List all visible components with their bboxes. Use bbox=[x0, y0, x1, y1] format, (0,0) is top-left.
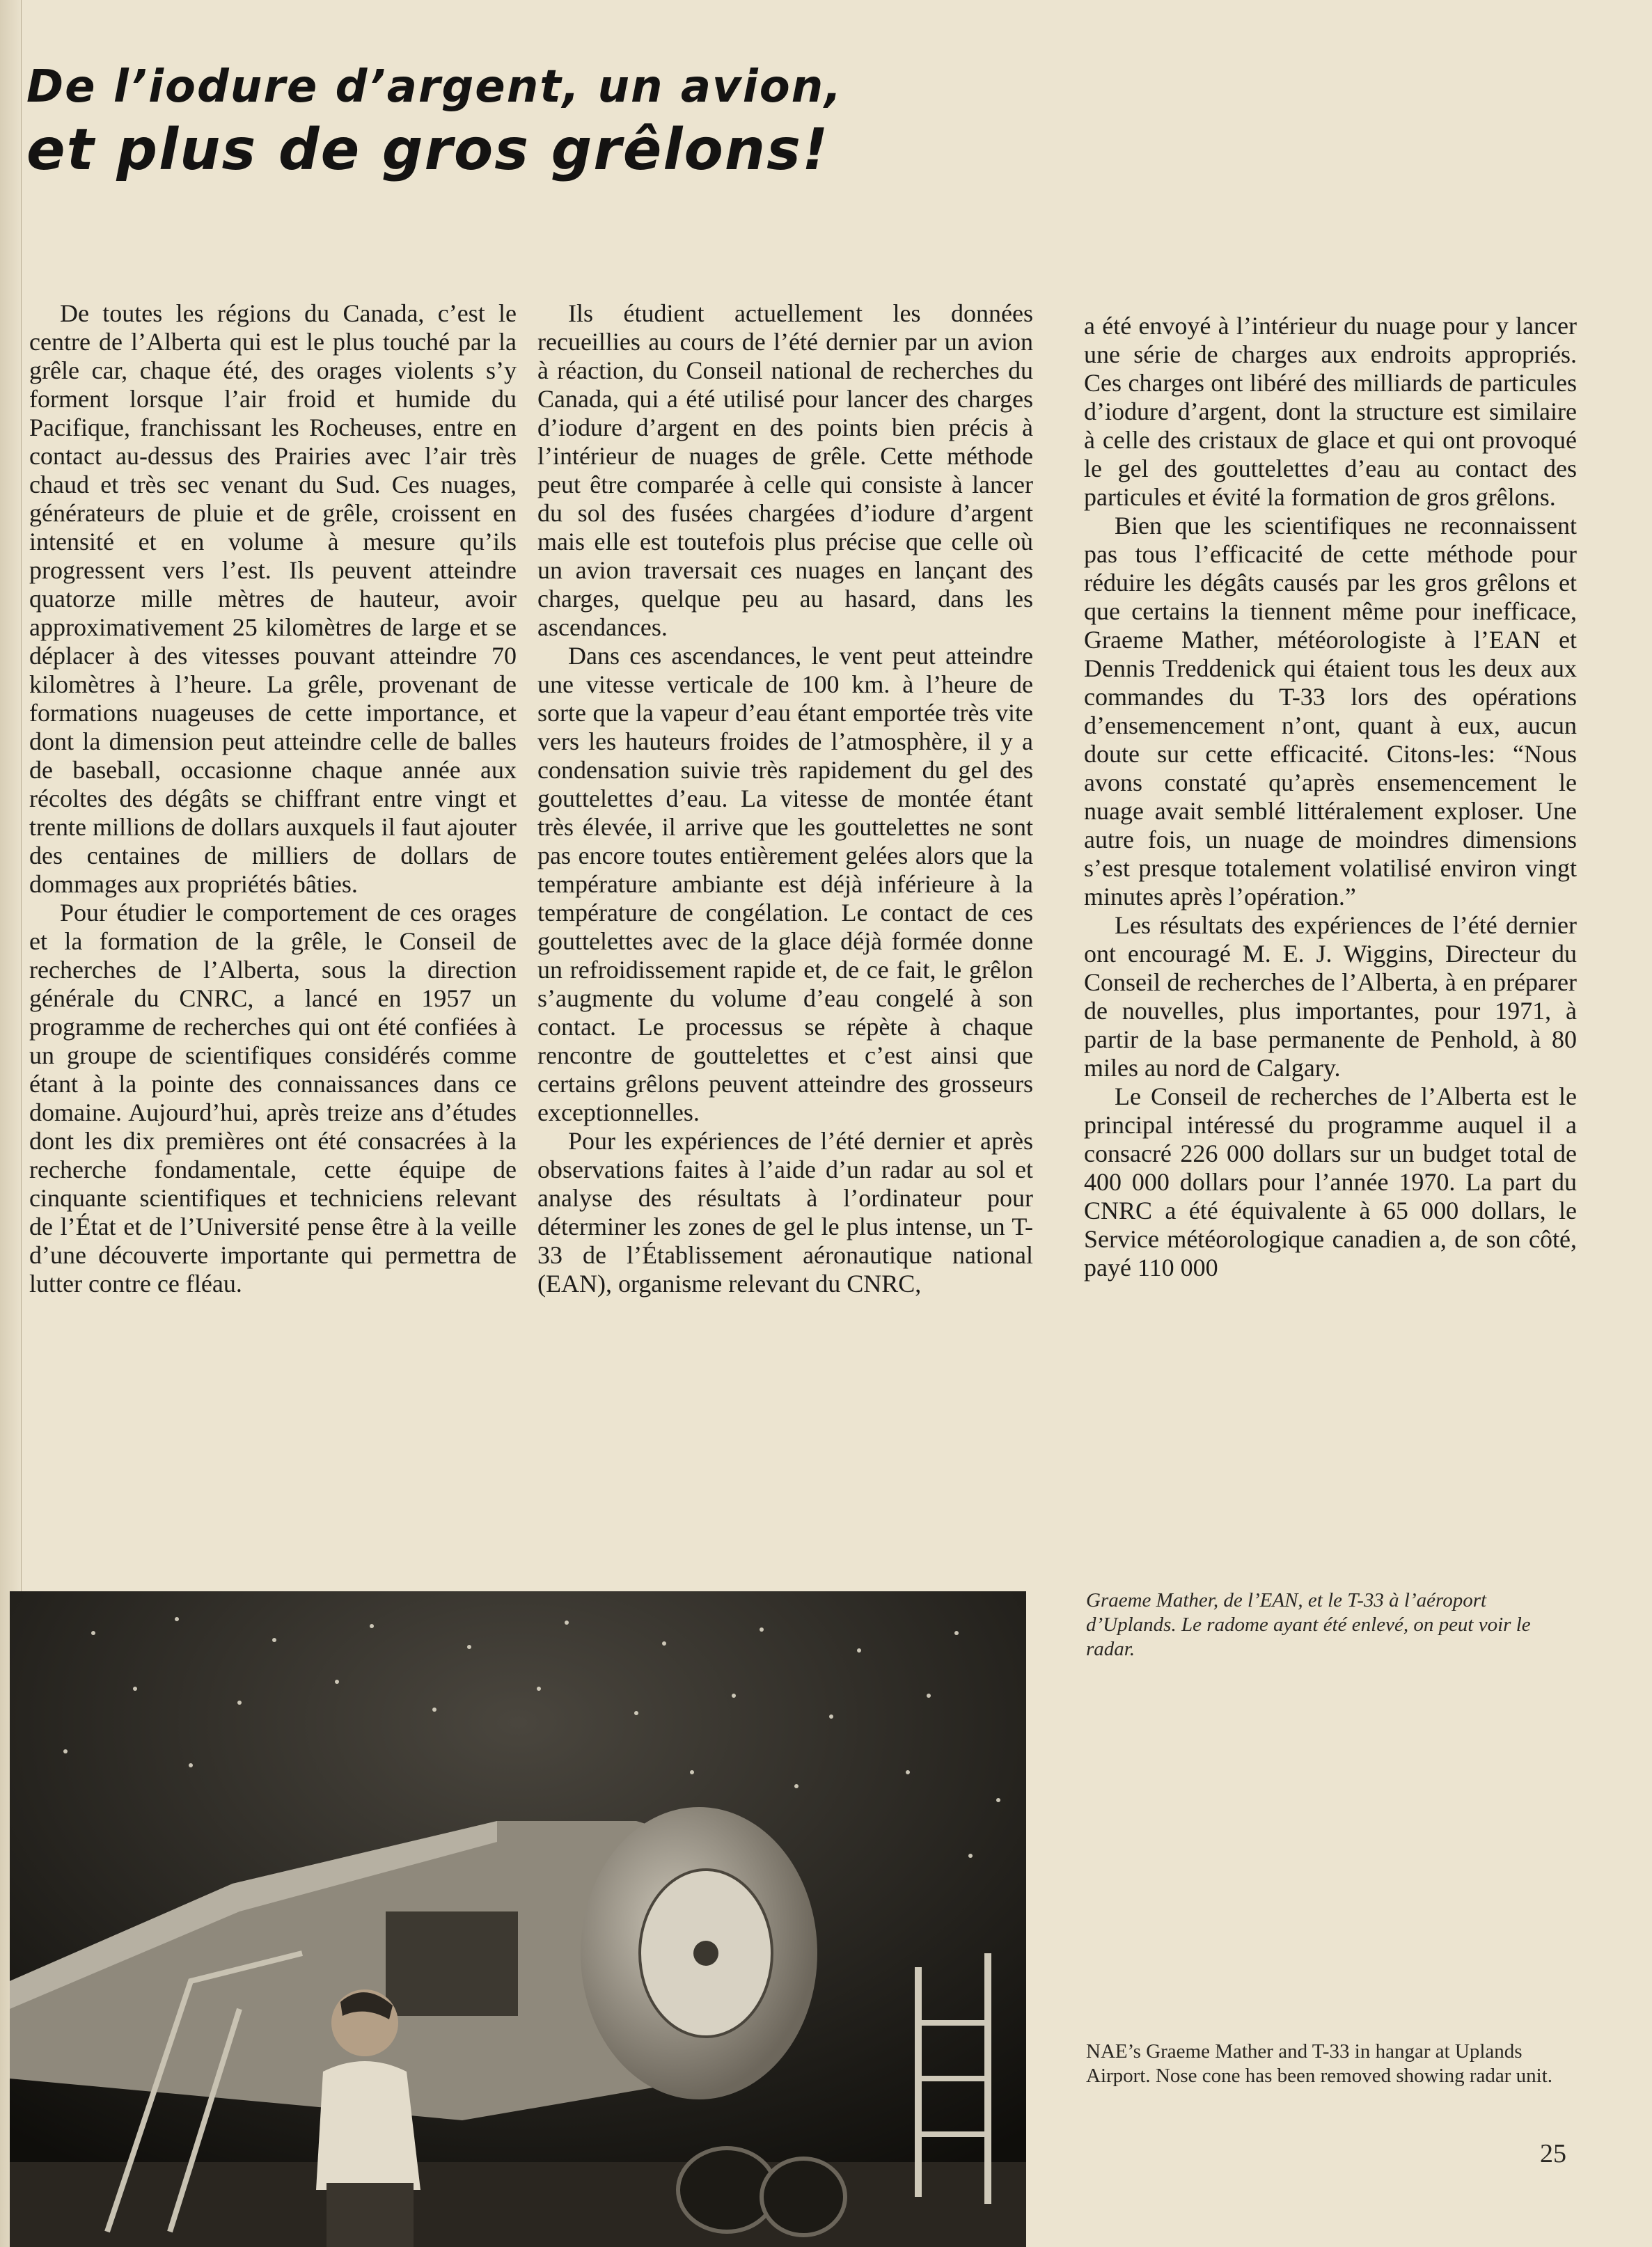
photo-caption-french: Graeme Mather, de l’EAN, et le T-33 à l’aéroport d’Uplands. Le radome ayant été enlevé, on peut voir le radar. bbox=[1086, 1589, 1531, 1660]
article-column-1 bbox=[29, 299, 517, 1298]
article-column-2 bbox=[537, 299, 1033, 1298]
paragraph: Dans ces ascendances, le vent peut atteindre une vitesse verticale de 100 km. à l’heure de sorte que la vapeur d’eau étant emportée très vite vers les hauteurs froides de l’atmosphère, il y a condensation suivie très rapidement du gel des gouttelettes d’eau. La vitesse de montée étant très élevée, il arrive que les gouttelettes ne sont pas encore toutes entièrement gelées alors que la température ambiante est déjà inférieure à la température de congélation. Le contact de ces gouttelettes avec de la glace déjà formée donne un refroidissement rapide et, de ce fait, le grêlon s’augmente du volume d’eau congelé à son contact. Le processus se répète à chaque rencontre de gouttelettes et c’est ainsi que certains grêlons peuvent atteindre des grosseurs exceptionnelles. bbox=[537, 642, 1033, 1126]
paragraph: Pour les expériences de l’été dernier et après observations faites à l’aide d’un radar au sol et analyse des résultats à l’ordinateur pour déterminer les zones de gel le plus intense, un T-33 de l’Établissement aéronautique national (EAN), organisme relevant du CNRC, bbox=[537, 1127, 1033, 1298]
paragraph: Le Conseil de recherches de l’Alberta est le principal intéressé du programme auquel il a consacré 226 000 dollars sur un budget total de 400 000 dollars pour l’année 1970. La part du CNRC a été équivalente à 65 000 dollars, le Service météorologique canadien a, de son côté, payé 110 000 bbox=[1084, 1082, 1577, 1282]
paragraph: Bien que les scientifiques ne reconnaissent pas tous l’efficacité de cette méthode pour réduire les dégâts causés par les gros grêlons et que certains la tiennent même pour inefficace, Graeme Mather, météorologiste à l’EAN et Dennis Treddenick qui étaient tous les deux aux commandes du T-33 lors des opérations d’ensemencement n’ont, quant à eux, aucun doute sur cette efficacité. Citons-les: “Nous avons constaté qu’après ensemencement le nuage avait semblé littéralement exploser. Une autre fois, un nuage de moindres dimensions s’est presque totalement volatilisé environ vingt minutes après l’opération.” bbox=[1084, 512, 1577, 910]
headline-line-2: et plus de gros grêlons! bbox=[26, 117, 830, 183]
paragraph: Les résultats des expériences de l’été dernier ont encouragé M. E. J. Wiggins, Directeur du Conseil de recherches de l’Alberta, à en préparer de nouvelles, plus importantes, pour 1971, à partir de la base permanente de Penhold, à 80 miles au nord de Calgary. bbox=[1084, 911, 1577, 1082]
photo-caption-english: NAE’s Graeme Mather and T-33 in hangar at Uplands Airport. Nose cone has been removed showing radar unit. bbox=[1086, 2040, 1553, 2087]
paragraph-continued: a été envoyé à l’intérieur du nuage pour y lancer une série de charges aux endroits appropriés. Ces charges ont libéré des milliards de particules d’iodure d’argent, dont la structure est similaire à celle des cristaux de glace et qui ont provoqué le gel des gouttelettes d’eau au contact des particules et évité la formation de gros grêlons. bbox=[1084, 312, 1577, 511]
paragraph: Pour étudier le comportement de ces orages et la formation de la grêle, le Conseil de recherches de l’Alberta, sous la direction générale du CNRC, a lancé en 1957 un programme de recherches qui ont été confiées à un groupe de scientifiques considérés comme étant à la pointe des connaissances dans ce domaine. Aujourd’hui, après treize ans d’études dont les dix premières ont été consacrées à la recherche fondamentale, cette équipe de cinquante scientifiques et techniciens relevant de l’État et de l’Université pense être à la veille d’une découverte importante qui permettra de lutter contre ce fléau. bbox=[29, 899, 517, 1298]
paragraph: De toutes les régions du Canada, c’est le centre de l’Alberta qui est le plus touché par la grêle car, chaque été, des orages violents s’y forment lorsque l’air froid et humide du Pacifique, franchissant les Rocheuses, entre en contact au-dessus des Prairies avec l’air très chaud et très sec venant du Sud. Ces nuages, générateurs de pluie et de grêle, croissent en intensité et en volume à mesure qu’ils progressent vers l’est. Ils peuvent atteindre quatorze mille mètres de hauteur, avoir approximativement 25 kilomètres de large et se déplacer à des vitesses pouvant atteindre 70 kilomètres à l’heure. La grêle, provenant de formations nuageuses de cette importance, et dont la dimension peut atteindre celle de balles de baseball, occasionne chaque année aux récoltes des dégâts se chiffrant entre vingt et trente millions de dollars auxquels il faut ajouter des centaines de milliers de dollars de dommages aux propriétés bâties. bbox=[29, 299, 517, 898]
hangar-photo bbox=[10, 1591, 1026, 2247]
paragraph: Ils étudient actuellement les données recueillies au cours de l’été dernier par un avion à réaction, du Conseil national de recherches du Canada, qui a été utilisé pour lancer des charges d’iodure d’argent en des points bien précis à l’intérieur de nuages de grêle. Cette méthode peut être comparée à celle qui consiste à lancer du sol des fusées chargées d’iodure d’argent mais elle est toutefois plus précise que celle où un avion traversait ces nuages en lançant des charges, quelque peu au hasard, dans les ascendances. bbox=[537, 299, 1033, 641]
page-number: 25 bbox=[1540, 2139, 1566, 2168]
article-column-3 bbox=[1084, 312, 1577, 1282]
t33-aircraft-photo-illustration bbox=[10, 1591, 1026, 2247]
headline-line-1: De l’iodure d’argent, un avion, bbox=[26, 61, 843, 113]
